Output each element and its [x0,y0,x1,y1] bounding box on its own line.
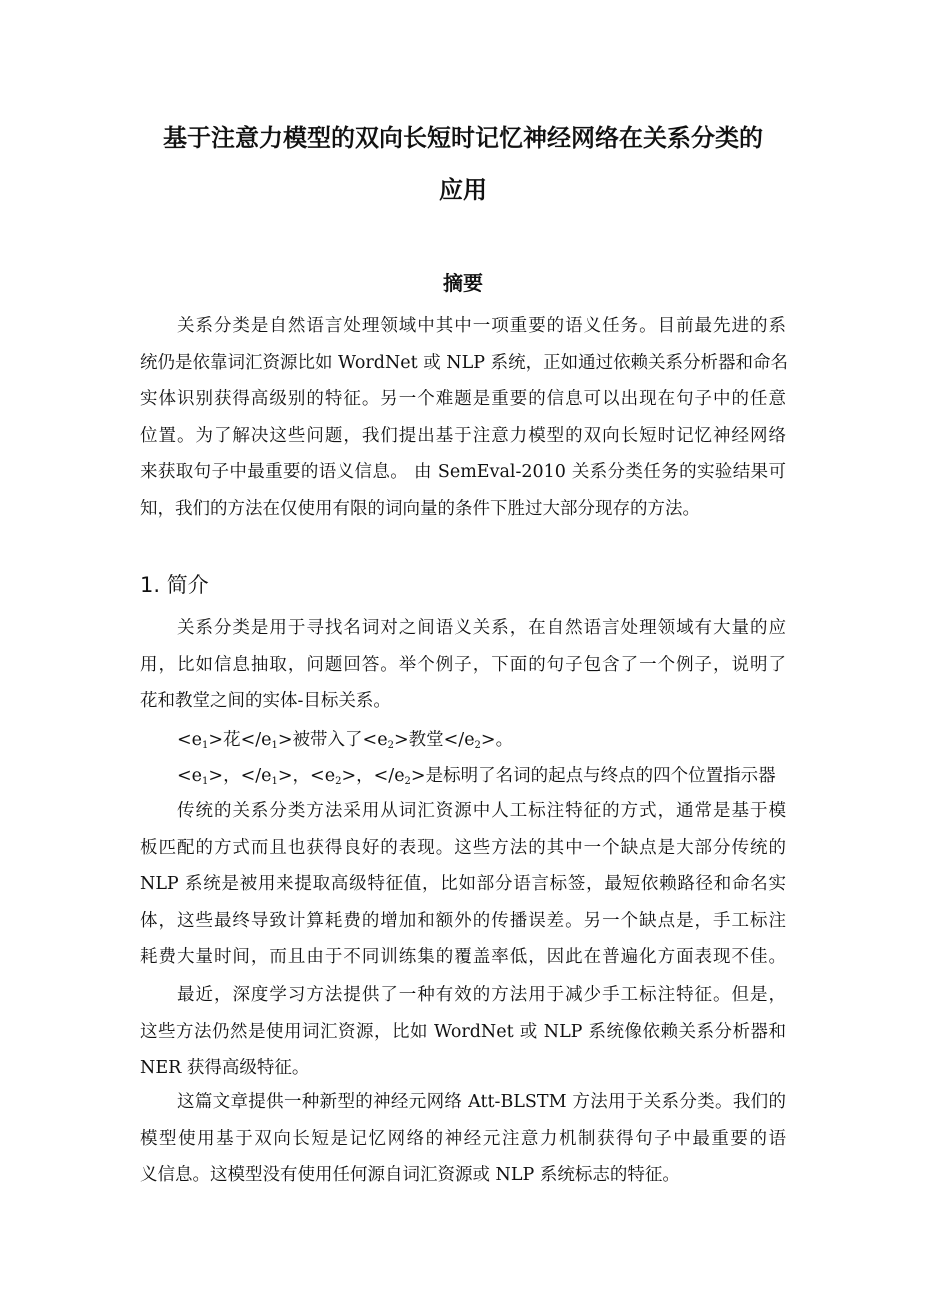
intro-paragraph-3 [140,977,786,1087]
e1-close-sub: 1 [271,740,278,751]
marker-tail: 是标明了名词的起点与终点的四个位置指示器 [425,766,776,786]
abstract-line: 统仍是依靠词汇资源比如 WordNet 或 NLP 系统，正如通过依赖关系分析器和命名 [140,352,789,373]
intro-line: 体，这些最终导致计算耗费的增加和额外的传播误差。另一个缺点是，手工标注 [140,910,786,931]
intro-line: 传统的关系分类方法采用从词汇资源中人工标注特征的方式，通常是基于模 [177,801,786,821]
title-line-1: 基于注意力模型的双向长短时记忆神经网络在关系分类的 [163,124,763,152]
e1-open-e: e [191,730,203,750]
m2-e: e [261,766,272,786]
title-line-2: 应用 [439,176,487,204]
intro-line: 耗费大量时间，而且由于不同训练集的覆盖率低，因此在普遍化方面表现不佳。 [140,947,786,968]
abstract-line: 关系分类是自然语言处理领域中其中一项重要的语义任务。目前最先进的系 [177,316,786,336]
intro-line: 这些方法仍然是使用词汇资源，比如 WordNet 或 NLP 系统像依赖关系分析器和 [140,1021,786,1042]
abstract-line: 知，我们的方法在仅使用有限的词向量的条件下胜过大部分现存的方法。 [140,498,700,519]
intro-line: 关系分类是用于寻找名词对之间语义关系，在自然语言处理领域有大量的应 [177,618,786,638]
abstract-line: 来获取句子中最重要的语义信息。 由 SemEval-2010 关系分类任务的实验结果可 [140,462,786,483]
example-sentence: $<e_1>$花$</e_1>$被带入了$<e_2>$教堂$</e_2>$。 [177,730,514,751]
intro-line: 板匹配的方式而且也获得良好的表现。这些方法的其中一个缺点是大部分传统的 [140,837,786,858]
abstract-line: 实体识别获得高级别的特征。另一个难题是重要的信息可以出现在句子中的任意 [140,389,786,410]
example-mid: 被带入了 [292,730,363,750]
abstract-paragraph [140,308,789,528]
intro-line: 用，比如信息抽取，问题回答。举个例子，下面的句子包含了一个例子，说明了 [140,654,786,675]
abstract-line: 位置。为了解决这些问题，我们提出基于注意力模型的双向长短时记忆神经网络 [140,425,786,446]
m-sep-3: ， [356,766,374,786]
e1-close-e: e [261,730,272,750]
e2-open-sub: 2 [387,740,394,751]
example-church: 教堂 [408,730,444,750]
example-flower: 花 [223,730,241,750]
m1-e: e [191,766,203,786]
intro-line: NLP 系统是被用来提取高级特征值，比如部分语言标签，最短依赖路径和命名实 [140,874,786,895]
e2-close-sub: 2 [474,740,481,751]
m4-e: e [394,766,405,786]
example-end: 。 [495,730,514,750]
intro-line: 最近，深度学习方法提供了一种有效的方法用于减少手工标注特征。但是， [177,985,786,1005]
paper-title [140,112,786,216]
intro-paragraph-4 [140,1084,786,1194]
intro-line: 花和教堂之间的实体-目标关系。 [140,691,391,712]
intro-paragraph-1 [140,610,786,720]
e2-open-e: e [377,730,388,750]
marker-description: $<e_1>$，$</e_1>$，$<e_2>$，$</e_2>$是标明了名词的起点与终点的四个位置指示器 [177,766,776,787]
intro-line: 这篇文章提供一种新型的神经元网络 Att-BLSTM 方法用于关系分类。我们的 [177,1092,786,1112]
e2-close-e: e [464,730,475,750]
m-sep-2: ， [292,766,311,786]
section-heading-intro: 1. 简介 [140,573,209,597]
m4-sub: 2 [404,776,411,787]
m3-e: e [324,766,336,786]
abstract-heading: 摘要 [443,271,483,295]
m1-sub: 1 [202,776,209,787]
m2-sub: 1 [271,776,278,787]
intro-line: 模型使用基于双向长短是记忆网络的神经元注意力机制获得句子中最重要的语 [140,1128,786,1149]
intro-line: 义信息。这模型没有使用任何源自词汇资源或 NLP 系统标志的特征。 [140,1165,680,1186]
m3-sub: 2 [335,776,342,787]
intro-line: NER 获得高级特征。 [140,1058,310,1079]
e1-open-sub: 1 [202,740,209,751]
m-sep-1: ， [223,766,241,786]
intro-paragraph-2 [140,793,786,976]
